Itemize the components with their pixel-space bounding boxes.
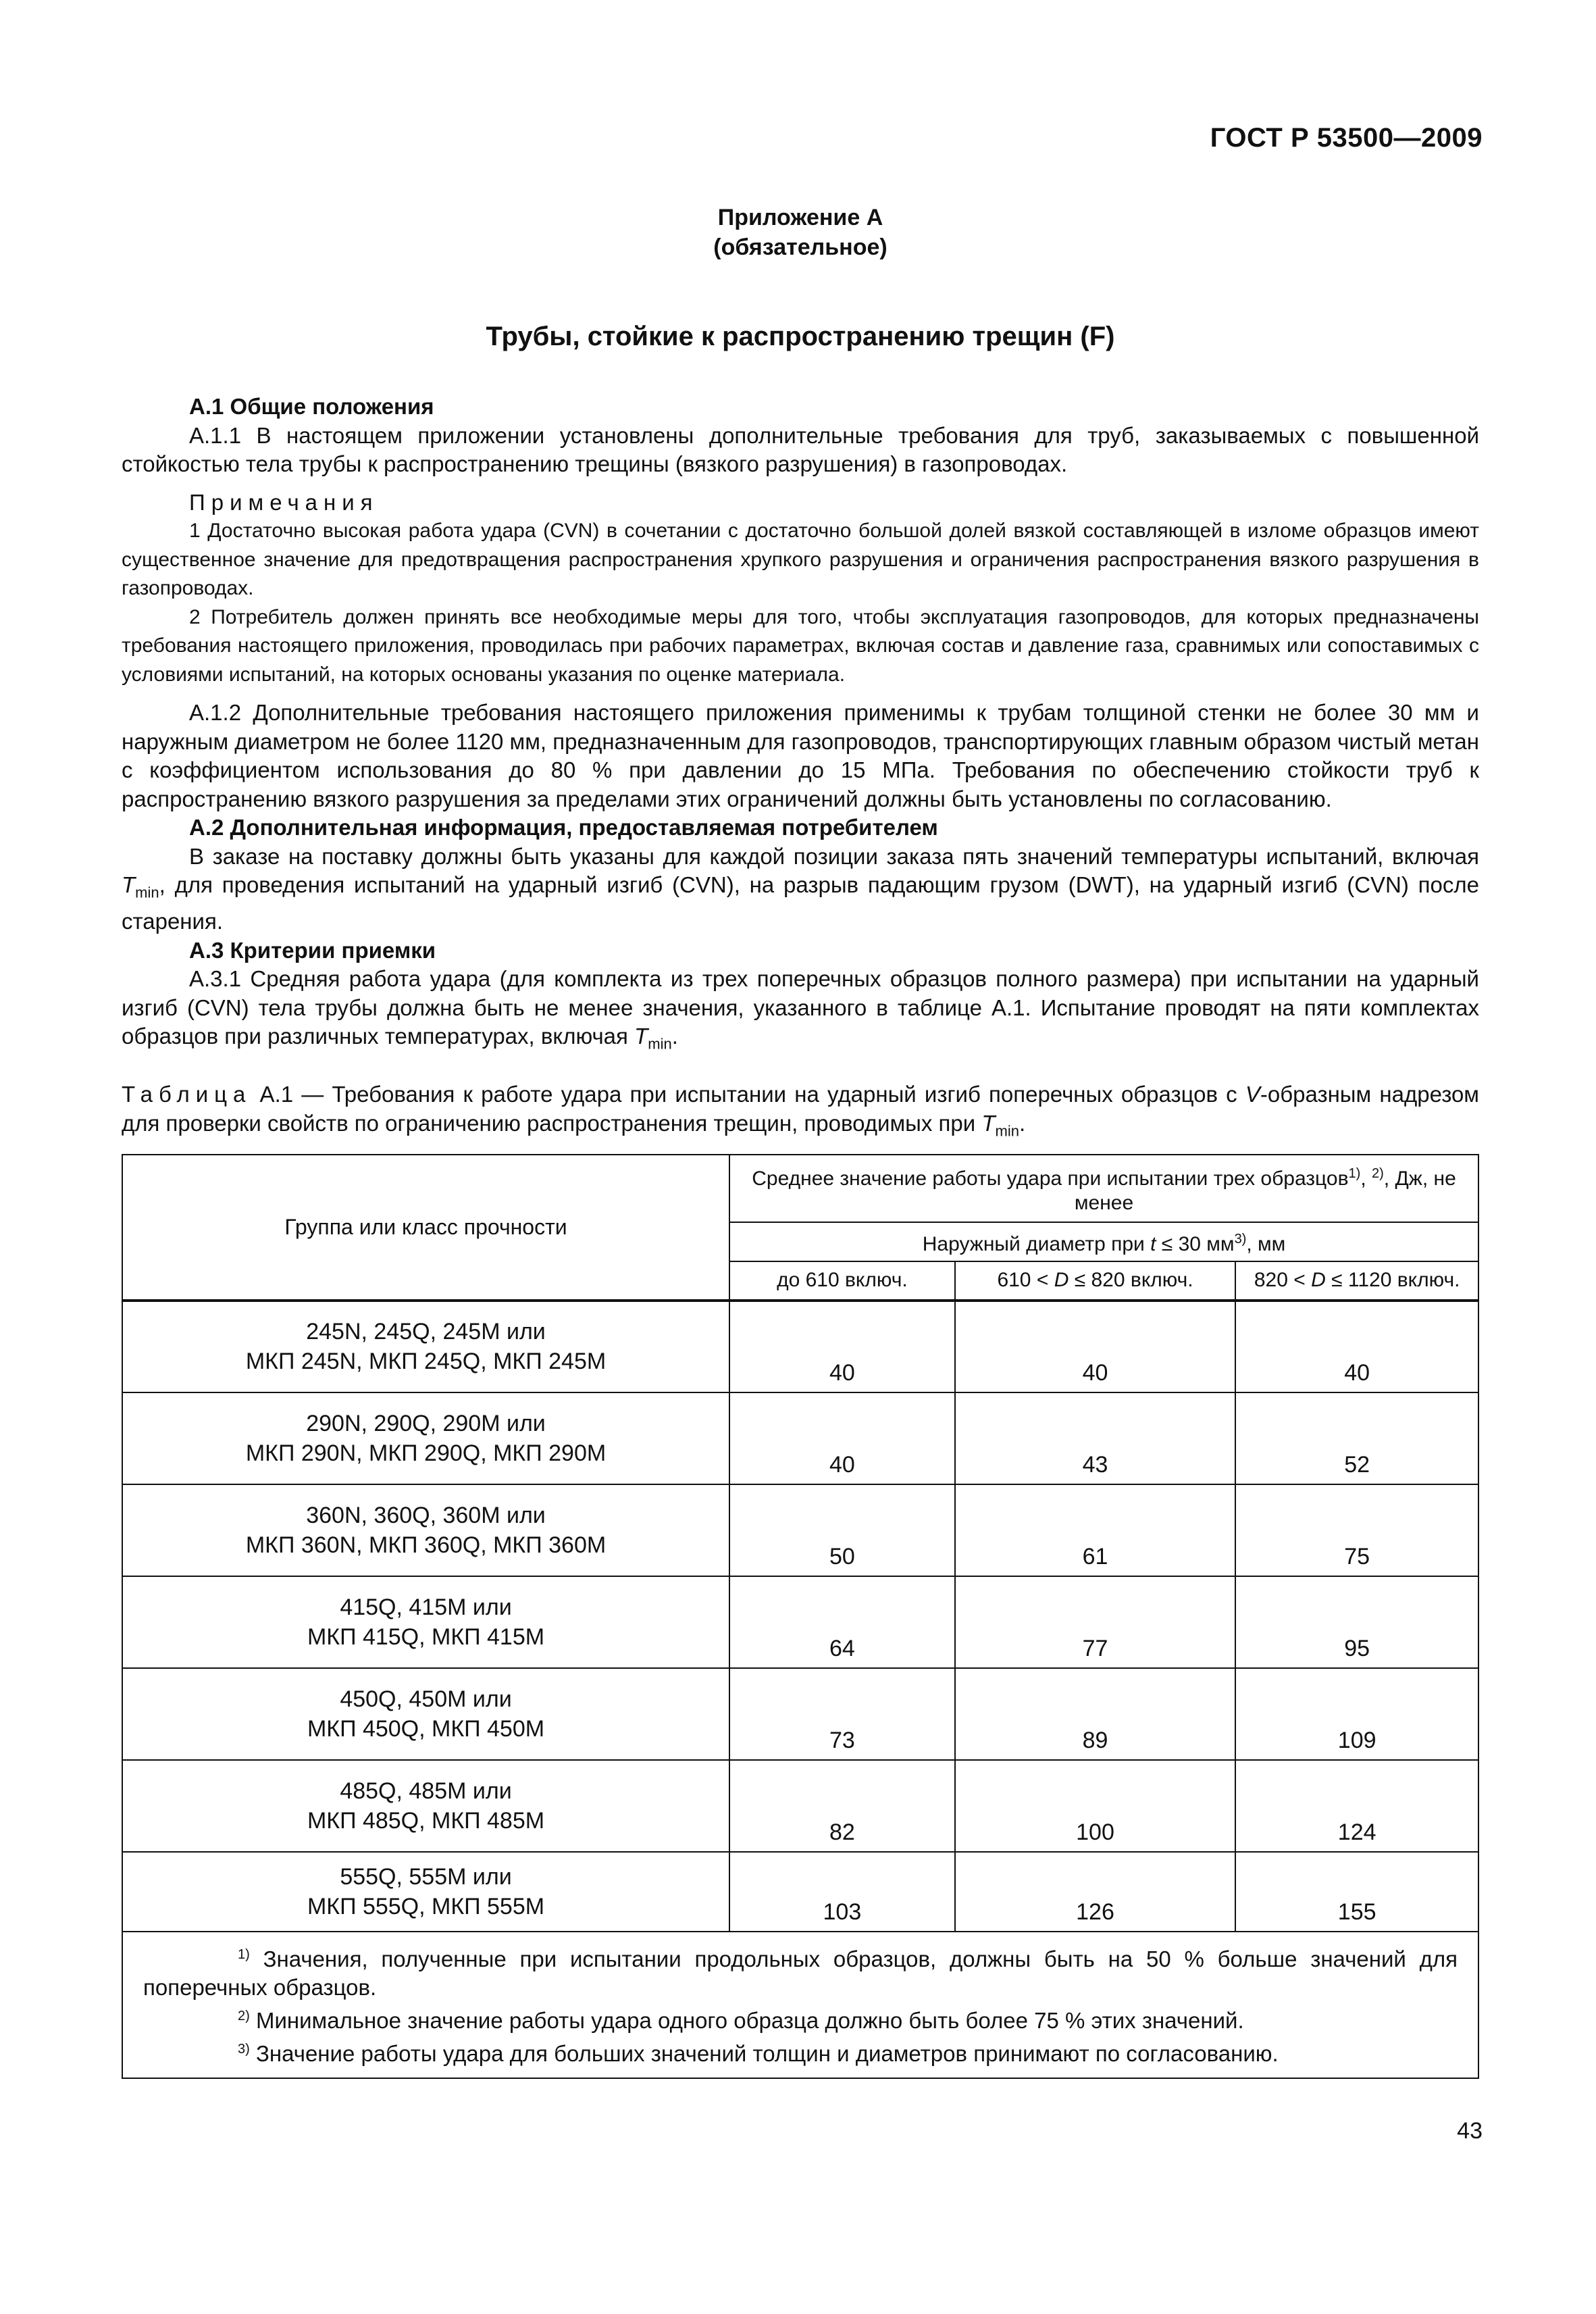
notes-label: Примечания [189,489,379,515]
strength-group-line: МКП 360N, МКП 360Q, МКП 360M [245,1532,607,1558]
footnote-3: $^{3)}$ Значение работы удара для больших значений толщин и диаметров принимают по согласованию. [238,2040,1279,2066]
table-row [122,1484,1478,1576]
table-row [122,1576,1478,1668]
value-cell: 82 [729,1760,955,1852]
annex-status: (обязательное) [713,234,887,260]
value-cell: 64 [729,1576,955,1668]
value-cell: 124 [1235,1760,1478,1852]
value-cell: 43 [955,1392,1236,1484]
value-cell: 40 [1235,1301,1478,1392]
value-cell: 155 [1235,1852,1478,1932]
header-diameter-range-2: 610 < D ≤ 820 включ. [955,1261,1236,1301]
page-content [122,203,1479,2079]
value-cell: 61 [955,1484,1236,1576]
paragraph-a2: В заказе на поставку должны быть указаны для каждой позиции заказа пять значений температуры испытаний, включая $T_{min}$, для проведения испытаний на ударный изгиб (CVN), на разрыв падающим грузом (DWT), на ударный изгиб (CVN) после старения. [122,843,1479,934]
section-a3-heading: А.3 Критерии приемки [189,937,436,963]
header-diameter-range-3: 820 < D ≤ 1120 включ. [1235,1261,1478,1301]
strength-group-line: 290N, 290Q, 290M или [306,1410,546,1436]
table-footnotes [122,1932,1478,2078]
value-cell: 40 [955,1301,1236,1392]
header-diameter-range-1: до 610 включ. [729,1261,955,1301]
note-2: 2 Потребитель должен принять все необходимые меры для того, чтобы эксплуатация газопроводов, для которых предназначены требования настоящего приложения, проводилась при рабочих параметрах, включая состав и давление газа, сравнимых или сопоставимых с условиями испытаний, на которых основаны указания по оценке материала. [122,605,1479,686]
value-cell: 126 [955,1852,1236,1932]
footnote-1: $^{1)}$ Значения, полученные при испытании продольных образцов, должны быть на 50 % больше значений для поперечных образцов. [143,1946,1458,2000]
value-cell: 77 [955,1576,1236,1668]
header-strength-group: Группа или класс прочности [122,1155,729,1301]
strength-group-line: МКП 245N, МКП 245Q, МКП 245M [245,1349,607,1375]
strength-group-line: МКП 450Q, МКП 450M [307,1715,545,1742]
value-cell: 89 [955,1668,1236,1760]
note-1: 1 Достаточно высокая работа удара (CVN) в сочетании с достаточно большой долей вязкой составляющей в изломе образцов имеют существенное значение для предотвращения распространения хрупкого разрушения и ограничения распространения вязкого разрушения в газопроводах. [122,520,1479,599]
strength-group-line: МКП 555Q, МКП 555M [307,1893,545,1919]
table-row [122,1760,1478,1852]
paragraph-a1-2: А.1.2 Дополнительные требования настоящего приложения применимы к трубам толщиной стенки не более 30 мм и наружным диаметром не более 1120 мм, предназначенным для газопроводов, транспортирующих главным образом чистый метан с коэффициентом использования до 80 % при давлении до 15 МПа. Требования по обеспечению стойкости труб к распространению вязкого разрушения за пределами этих ограничений должны быть установлены по согласованию. [122,700,1479,811]
strength-group-line: МКП 290N, МКП 290Q, МКП 290M [245,1440,607,1466]
footnote-2: $^{2)}$ Минимальное значение работы удара одного образца должно быть более 75 % этих значений. [238,2007,1244,2033]
section-a1-heading: А.1 Общие положения [189,394,434,419]
impact-energy-table [122,1154,1479,2079]
table-row [122,1852,1478,1932]
paragraph-a3-1: А.3.1 Средняя работа удара (для комплекта из трех поперечных образцов полного размера) при испытании на ударный изгиб (CVN) тела трубы должна быть не менее значения, указанного в таблице А.1. Испытание проводят на пяти комплектах образцов при различных температурах, включая $T_{min}$. [122,966,1479,1053]
strength-group-line: МКП 415Q, МКП 415M [307,1624,545,1650]
annex-title: Трубы, стойкие к распространению трещин (F) [486,322,1115,351]
table-caption: Таблица А.1 — Требования к работе удара при испытании на ударный изгиб поперечных образцов с V-образным надрезом для проверки свойств по ограничению распространения трещин, проводимых при $T_{min}$. [122,1082,1479,1140]
strength-group-line: 245N, 245Q, 245M или [306,1319,546,1345]
strength-group-line: МКП 485Q, МКП 485M [307,1807,545,1834]
value-cell: 50 [729,1484,955,1576]
section-a2-heading: А.2 Дополнительная информация, предоставляемая потребителем [189,815,938,840]
standard-code: ГОСТ Р 53500—2009 [1210,123,1483,153]
annex-label: Приложение А [717,205,883,230]
header-outer-diameter: Наружный диаметр при t ≤ 30 $мм^{3)}$, мм [729,1222,1478,1261]
strength-group-line: 450Q, 450M или [340,1686,512,1712]
value-cell: 40 [729,1392,955,1484]
value-cell: 75 [1235,1484,1478,1576]
value-cell: 109 [1235,1668,1478,1760]
strength-group-line: 415Q, 415M или [340,1594,512,1620]
value-cell: 73 [729,1668,955,1760]
value-cell: 95 [1235,1576,1478,1668]
strength-group-line: 360N, 360Q, 360M или [306,1502,546,1528]
value-cell: 100 [955,1760,1236,1852]
table-row [122,1301,1478,1392]
value-cell: 52 [1235,1392,1478,1484]
header-impact-energy: Среднее значение работы удара при испытании трех образцов$^{1)}$, $^{2)}$, Дж, не менее [729,1155,1478,1222]
strength-group-line: 555Q, 555M или [340,1863,512,1890]
value-cell: 103 [729,1852,955,1932]
paragraph-a1-1: А.1.1 В настоящем приложении установлены дополнительные требования для труб, заказываемых с повышенной стойкостью тела трубы к распространению трещины (вязкого разрушения) в газопроводах. [122,422,1479,476]
page-number: 43 [1457,2118,1483,2144]
value-cell: 40 [729,1301,955,1392]
table-row [122,1668,1478,1760]
strength-group-line: 485Q, 485M или [340,1778,512,1804]
table-row [122,1392,1478,1484]
